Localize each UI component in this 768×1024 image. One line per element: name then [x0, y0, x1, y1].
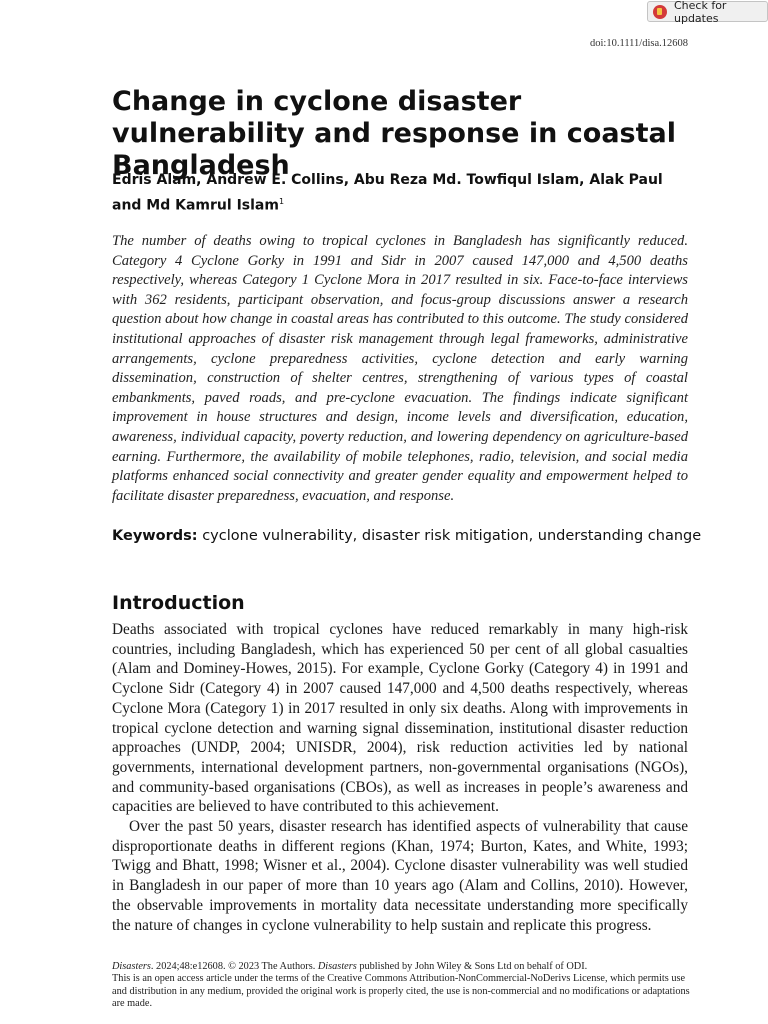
footer-license	[112, 961, 692, 1011]
license-text: This is an open access article under the terms of the Creative Commons Attribution-NonCommercial-NoDerivs License, which permits use and distribution in any medium, provided the original work is properly cited, the use is non-commercial and no modifications or adaptations are made.	[112, 973, 690, 1010]
article-title: Change in cyclone disaster vulnerability and response in coastal Bangladesh	[112, 86, 676, 181]
keywords-text: cyclone vulnerability, disaster risk mitigation, understanding change	[202, 528, 702, 544]
footer-citation	[112, 961, 692, 973]
check-for-updates-label: Check for updates	[674, 0, 727, 25]
section-heading-introduction: Introduction	[112, 592, 245, 614]
authors-text: Edris Alam, Andrew E. Collins, Abu Reza Md. Towfiqul Islam, Alak Paul and Md Kamrul Islam	[112, 172, 663, 214]
journal-name: Disasters	[112, 961, 151, 972]
affiliation-mark: 1	[278, 197, 285, 206]
citation-text: . 2024;48:e12608. © 2023 The Authors.	[150, 961, 318, 972]
paragraph: Deaths associated with tropical cyclones have reduced remarkably in many high-risk countries, including Bangladesh, which has experienced 50 per cent of all global casualties (Alam and Dominey-Howes, 2015). For example, Cyclone Gorky (Category 4) in 1991 and Cyclone Sidr (Category 4) in 2007 caused 147,000 and 4,500 deaths respectively, whereas Cyclone Mora (Category 1) in 2017 resulted in only six deaths. Along with improvements in tropical cyclone detection and warning signal dissemination, institutional disaster reduction approaches (UNDP, 2004; UNISDR, 2004), risk reduction activities led by national governments, international development partners, non-governmental organisations (NGOs), and community-based organisations (CBOs), as well as increases in people’s awareness and capacities are believed to have contributed to this achievement.	[112, 621, 688, 816]
paragraph: Over the past 50 years, disaster research has identified aspects of vulnerability that cause disproportionate deaths in different regions (Khan, 1974; Burton, Kates, and White, 1993; Twigg and Bhatt, 1998; Wisner et al., 2004). Cyclone disaster vulnerability was well studied in Bangladesh in our paper of more than 10 years ago (Alam and Collins, 2010). However, the observable improvements in mortality data necessitate understanding more specifically the nature of changes in cyclone vulnerability to help sustain and replicate this progress.	[112, 818, 688, 934]
abstract: The number of deaths owing to tropical cyclones in Bangladesh has significantly reduced. Category 4 Cyclone Gorky in 1991 and Sidr in 2007 caused 147,000 and 4,500 deaths respectively, whereas Category 1 Cyclone Mora in 2017 resulted in six. Face-to-face interviews with 362 residents, participant observation, and focus-group discussions answer a research question about how change in coastal areas has contributed to this outcome. The study considered institutional approaches of disaster risk management through legal frameworks, administrative arrangements, cyclone preparedness activities, cyclone detection and early warning dissemination, construction of shelter centres, strengthening of various types of coastal embankments, paved roads, and pre-cyclone evacuation. The findings indicate significant improvement in house structures and design, income levels and diversification, education, awareness, individual capacity, poverty reduction, and lowering dependency on agriculture-based earning. Furthermore, the availability of mobile telephones, radio, television, and social media platforms enhanced social connectivity and greater gender equality and empowerment helped to facilitate disaster preparedness, evacuation, and response.	[112, 233, 688, 504]
introduction-body	[112, 620, 688, 935]
crossmark-icon	[653, 5, 667, 19]
keywords	[112, 526, 712, 546]
doi-link[interactable]: doi:10.1111/disa.12608	[590, 38, 688, 49]
keywords-label: Keywords:	[112, 528, 198, 544]
author-list	[112, 170, 692, 217]
journal-name-repeat: Disasters	[317, 961, 357, 972]
publisher-text: published by John Wiley & Sons Ltd on behalf of ODI.	[356, 961, 588, 972]
check-for-updates-button[interactable]	[647, 0, 768, 25]
